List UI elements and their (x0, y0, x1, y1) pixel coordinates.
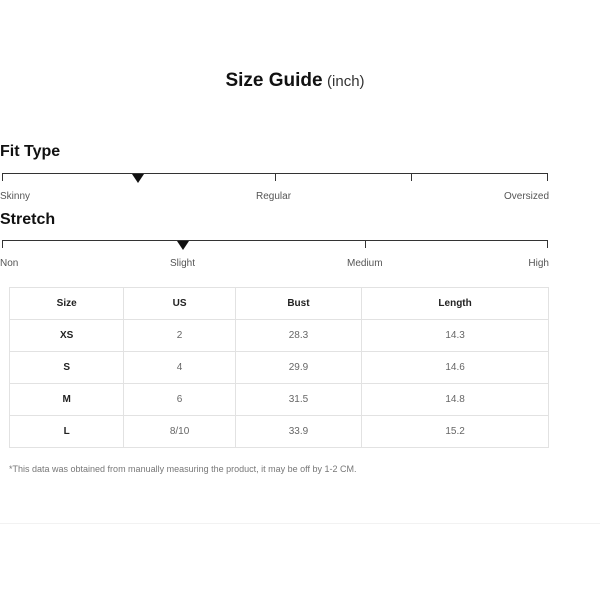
header-length: Length (362, 288, 549, 320)
fit-type-tick (2, 174, 3, 181)
cell-bust: 29.9 (235, 352, 361, 384)
stretch-option-slight: Slight (170, 258, 196, 269)
cell-us: 4 (124, 352, 235, 384)
fit-type-scale (2, 173, 548, 182)
divider (0, 523, 600, 524)
stretch-scale (2, 240, 548, 249)
cell-size: L (10, 416, 124, 448)
stretch-tick (547, 241, 548, 248)
header-size: Size (10, 288, 124, 320)
cell-length: 14.3 (362, 320, 549, 352)
cell-bust: 33.9 (235, 416, 361, 448)
title-main: Size Guide (225, 70, 323, 91)
fit-type-tick (411, 174, 412, 181)
cell-us: 8/10 (124, 416, 235, 448)
header-us: US (124, 288, 235, 320)
table-row (10, 384, 549, 416)
cell-bust: 31.5 (235, 384, 361, 416)
title-unit: (inch) (327, 73, 365, 90)
cell-length: 14.8 (362, 384, 549, 416)
table-row (10, 352, 549, 384)
cell-size: XS (10, 320, 124, 352)
cell-size: M (10, 384, 124, 416)
stretch-marker (177, 241, 189, 250)
header-bust: Bust (235, 288, 361, 320)
stretch-tick (2, 241, 3, 248)
page-title (0, 70, 590, 92)
table-row (10, 320, 549, 352)
table-header-row (10, 288, 549, 320)
fit-type-option-regular: Regular (256, 191, 292, 202)
fit-type-option-skinny: Skinny (0, 191, 31, 202)
fit-type-option-oversized: Oversized (503, 191, 549, 202)
cell-length: 14.6 (362, 352, 549, 384)
stretch-option-medium: Medium (347, 258, 383, 269)
stretch-tick (365, 241, 366, 248)
cell-bust: 28.3 (235, 320, 361, 352)
size-table (9, 287, 549, 448)
stretch-option-non: Non (0, 258, 19, 269)
cell-size: S (10, 352, 124, 384)
table-row (10, 416, 549, 448)
fit-type-marker (132, 174, 144, 183)
cell-us: 2 (124, 320, 235, 352)
stretch-label: Stretch (0, 211, 56, 228)
cell-us: 6 (124, 384, 235, 416)
stretch-option-high: High (528, 258, 549, 269)
measurement-note: *This data was obtained from manually measuring the product, it may be off by 1-2 CM. (9, 464, 357, 474)
fit-type-tick (547, 174, 548, 181)
cell-length: 15.2 (362, 416, 549, 448)
fit-type-label: Fit Type (0, 143, 61, 160)
fit-type-tick (275, 174, 276, 181)
